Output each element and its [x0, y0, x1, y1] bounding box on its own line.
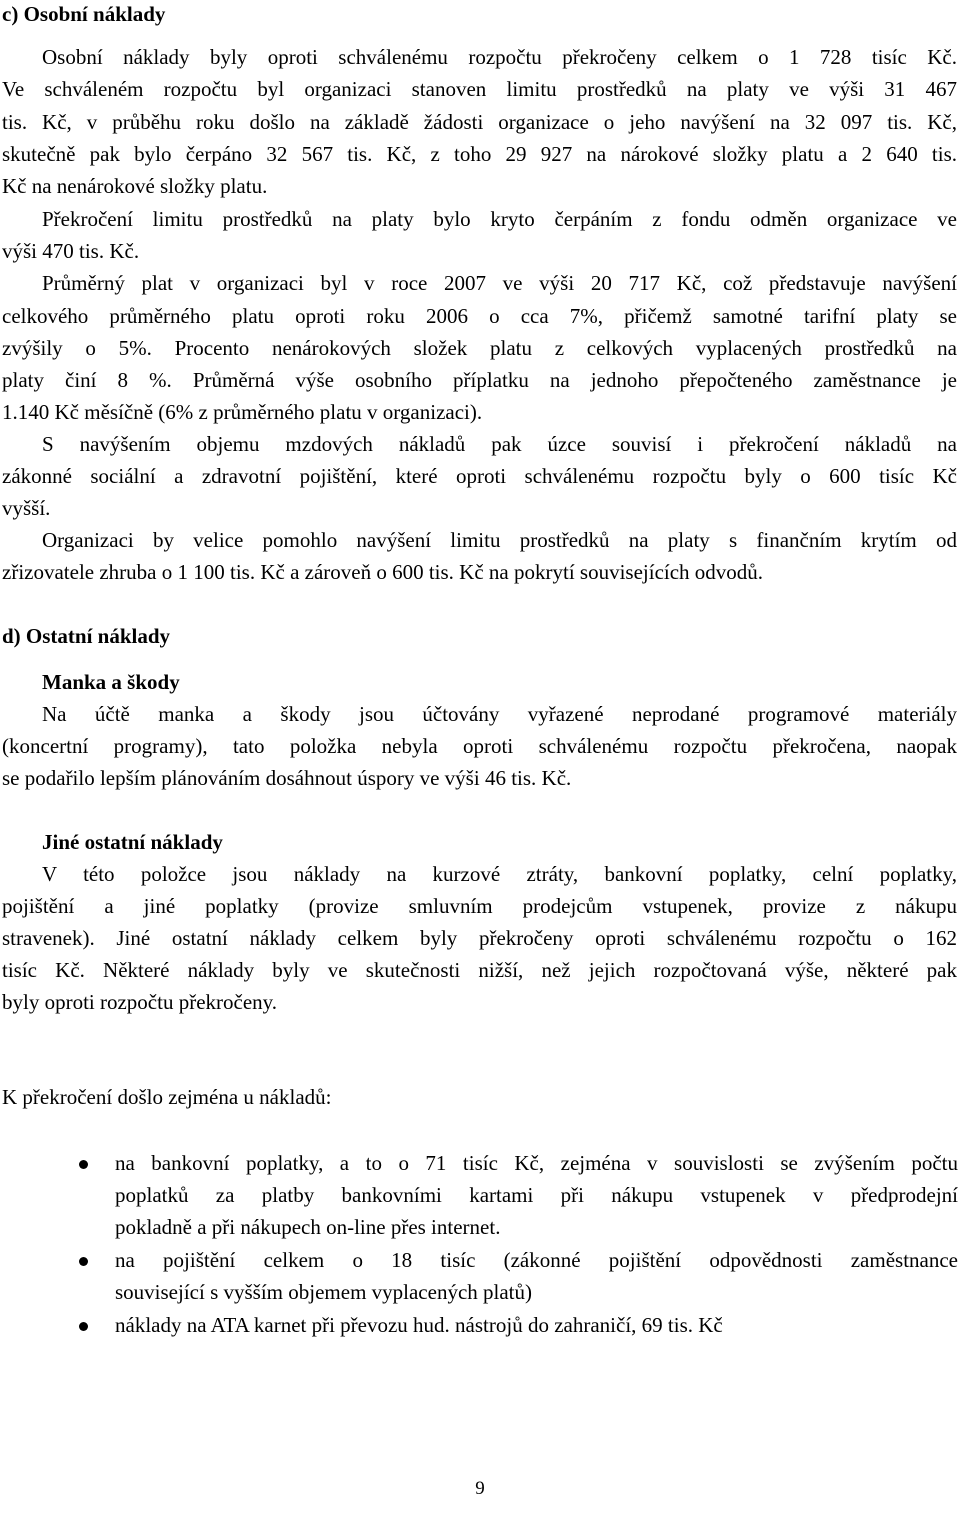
page-number: 9 [475, 1478, 485, 1499]
manka-line-2: (koncertní programy), tato položka nebyla oproti schválenému rozpočtu překročena, naopak [2, 734, 957, 758]
jine-line-2: pojištění a jiné poplatky (provize smluvním prodejcům vstupenek, provize z nákupu [2, 894, 957, 918]
bullet-3-line-1: náklady na ATA karnet při převozu hud. nástrojů do zahraničí, 69 tis. Kč [115, 1313, 723, 1337]
section-c-line-14: zákonné sociální a zdravotní pojištění, které oproti schválenému rozpočtu byly o 600 tisíc Kč [2, 464, 957, 488]
section-c-line-10: zvýšily o 5%. Procento nenárokových složek platu z celkových vyplacených prostředků na [2, 336, 957, 360]
bullet-dot-icon [79, 1322, 88, 1331]
jine-line-4: tisíc Kč. Některé náklady byly ve skutečnosti nižší, než jejich rozpočtovaná výše, některé pak [2, 958, 957, 982]
bullet-dot-icon [79, 1257, 88, 1266]
bullet-1-line-1: na bankovní poplatky, a to o 71 tisíc Kč, zejména v souvislosti se zvýšením počtu [115, 1151, 958, 1175]
section-c-heading: c) Osobní náklady [2, 2, 166, 26]
section-c-line-16: Organizaci by velice pomohlo navýšení limitu prostředků na platy s finančním krytím od [42, 528, 957, 552]
bullet-1-line-2: poplatků za platby bankovními kartami při nákupu vstupenek v předprodejní [115, 1183, 958, 1207]
manka-heading: Manka a škody [42, 670, 180, 694]
section-c-line-7: výši 470 tis. Kč. [2, 239, 140, 263]
section-c-line-2: Ve schváleném rozpočtu byl organizaci stanoven limitu prostředků na platy ve výši 31 467 [2, 77, 957, 101]
exceed-intro: K překročení došlo zejména u nákladů: [2, 1085, 332, 1109]
jine-line-1: V této položce jsou náklady na kurzové ztráty, bankovní poplatky, celní poplatky, [42, 862, 957, 886]
section-c-line-6: Překročení limitu prostředků na platy bylo kryto čerpáním z fondu odměn organizace ve [42, 207, 957, 231]
section-c-line-11: platy činí 8 %. Průměrná výše osobního příplatku na jednoho přepočteného zaměstnance je [2, 368, 957, 392]
section-c-line-5: Kč na nenárokové složky platu. [2, 174, 268, 198]
section-c-line-1: Osobní náklady byly oproti schválenému rozpočtu překročeny celkem o 1 728 tisíc Kč. [42, 45, 957, 69]
manka-line-3: se podařilo lepším plánováním dosáhnout úspory ve výši 46 tis. Kč. [2, 766, 572, 790]
section-c-line-13: S navýšením objemu mzdových nákladů pak úzce souvisí i překročení nákladů na [42, 432, 957, 456]
jine-line-5: byly oproti rozpočtu překročeny. [2, 990, 278, 1014]
jine-line-3: stravenek). Jiné ostatní náklady celkem byly překročeny oproti schválenému rozpočtu o 162 [2, 926, 957, 950]
bullet-1-line-3: pokladně a při nákupech on-line přes internet. [115, 1215, 501, 1239]
bullet-2-line-1: na pojištění celkem o 18 tisíc (zákonné pojištění odpovědnosti zaměstnance [115, 1248, 958, 1272]
section-c-line-3: tis. Kč, v průběhu roku došlo na základě žádosti organizace o jeho navýšení na 32 097 tis. Kč, [2, 110, 957, 134]
section-d-heading: d) Ostatní náklady [2, 624, 171, 648]
bullet-dot-icon [79, 1160, 88, 1169]
section-c-line-12: 1.140 Kč měsíčně (6% z průměrného platu v organizaci). [2, 400, 483, 424]
section-c-line-15: vyšší. [2, 496, 51, 520]
manka-line-1: Na účtě manka a škody jsou účtovány vyřazené neprodané programové materiály [42, 702, 957, 726]
section-c-line-8: Průměrný plat v organizaci byl v roce 2007 ve výši 20 717 Kč, což představuje navýšení [42, 271, 957, 295]
section-c-line-9: celkového průměrného platu oproti roku 2006 o cca 7%, přičemž samotné tarifní platy se [2, 304, 957, 328]
section-c-line-17: zřizovatele zhruba o 1 100 tis. Kč a zároveň o 600 tis. Kč na pokrytí souvisejících odvodů. [2, 560, 764, 584]
section-c-line-4: skutečně pak bylo čerpáno 32 567 tis. Kč, z toho 29 927 na nárokové složky platu a 2 640 tis. [2, 142, 957, 166]
jine-heading: Jiné ostatní náklady [42, 830, 223, 854]
bullet-2-line-2: související s vyšším objemem vyplacených platů) [115, 1280, 533, 1304]
